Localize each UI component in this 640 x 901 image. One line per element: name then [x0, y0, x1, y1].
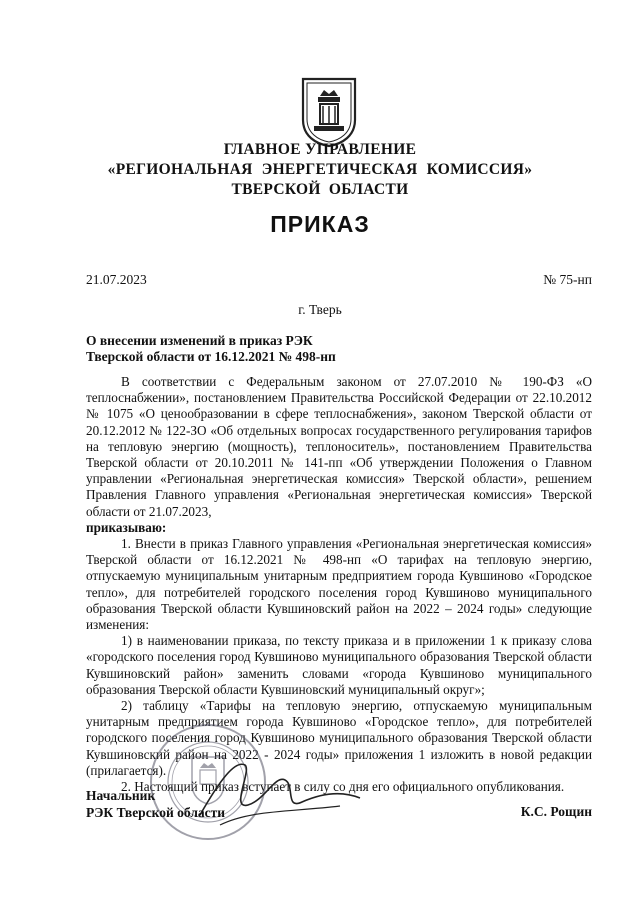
signatory-name: К.С. Рощин	[520, 804, 592, 819]
document-title: ПРИКАЗ	[270, 211, 370, 237]
item-1-1-paragraph: 1) в наименовании приказа, по тексту приказа и в приложении 1 к приказу слова «городского поселения город Кувшиново муниципального образования Тверской области Кувшиновский район» заменить словами «города Кувшиново муниципального образования Тверской области Кувшиновский муниципальный округ»;	[86, 633, 592, 697]
document-subject	[86, 333, 336, 365]
signatory-position-line-2: РЭК Тверской области	[86, 805, 226, 820]
org-name-line-1: ГЛАВНОЕ УПРАВЛЕНИЕ	[223, 141, 417, 158]
item-2-paragraph: 2. Настоящий приказ вступает в силу со дня его официального опубликования.	[121, 779, 565, 795]
signatory-position	[86, 787, 225, 821]
document-city: г. Тверь	[298, 302, 342, 317]
org-name-line-3: ТВЕРСКОЙ ОБЛАСТИ	[231, 181, 409, 198]
item-1-paragraph: 1. Внести в приказ Главного управления «Региональная энергетическая комиссия» Тверской области от 16.12.2021 № 498-нп «О тарифах на тепловую энергию, отпускаемую муниципальным унитарным предприятием города Кувшиново «Городское тепло», для потребителей городского поселения город Кувшиново муниципального образования Тверской области Кувшиновский район на 2022 – 2024 годы» следующие изменения:	[86, 536, 592, 633]
order-word: приказываю:	[86, 519, 167, 535]
signatory-position-line-1: Начальник	[86, 788, 156, 803]
subject-line-1: О внесении изменений в приказ РЭК	[86, 333, 313, 348]
preamble-paragraph: В соответствии с Федеральным законом от 27.07.2010 № 190-ФЗ «О теплоснабжении», постановлением Правительства Российской Федерации от 22.10.2012 № 1075 «О ценообразовании в сфере теплоснабжения», законом Тверской области от 20.12.2012 № 122-ЗО «Об отдельных вопросах государственного регулирования тарифов на тепловую энергию (мощность), теплоноситель», постановлением Правительства Тверской области от 20.10.2011 № 141-пп «Об утверждении Положения о Главном управлении «Региональная энергетическая комиссия» Тверской области», решением Правления Главного управления «Региональная энергетическая комиссия» Тверской области от 21.07.2023,	[86, 374, 592, 519]
item-1-2-paragraph: 2) таблицу «Тарифы на тепловую энергию, отпускаемую муниципальным унитарным предприятием города Кувшиново «Городское тепло», для потребителей городского поселения город Кувшиново муниципального образования Тверской области Кувшиновский район на 2022 - 2024 годы» приложения 1 изложить в новой редакции (прилагается).	[86, 698, 592, 778]
document-number: № 75-нп	[543, 272, 592, 287]
subject-line-2: Тверской области от 16.12.2021 № 498-нп	[86, 349, 336, 364]
org-name-line-2: «РЕГИОНАЛЬНАЯ ЭНЕРГЕТИЧЕСКАЯ КОМИССИЯ»	[107, 161, 533, 178]
document-date: 21.07.2023	[86, 272, 147, 287]
coat-of-arms-icon	[300, 76, 358, 148]
